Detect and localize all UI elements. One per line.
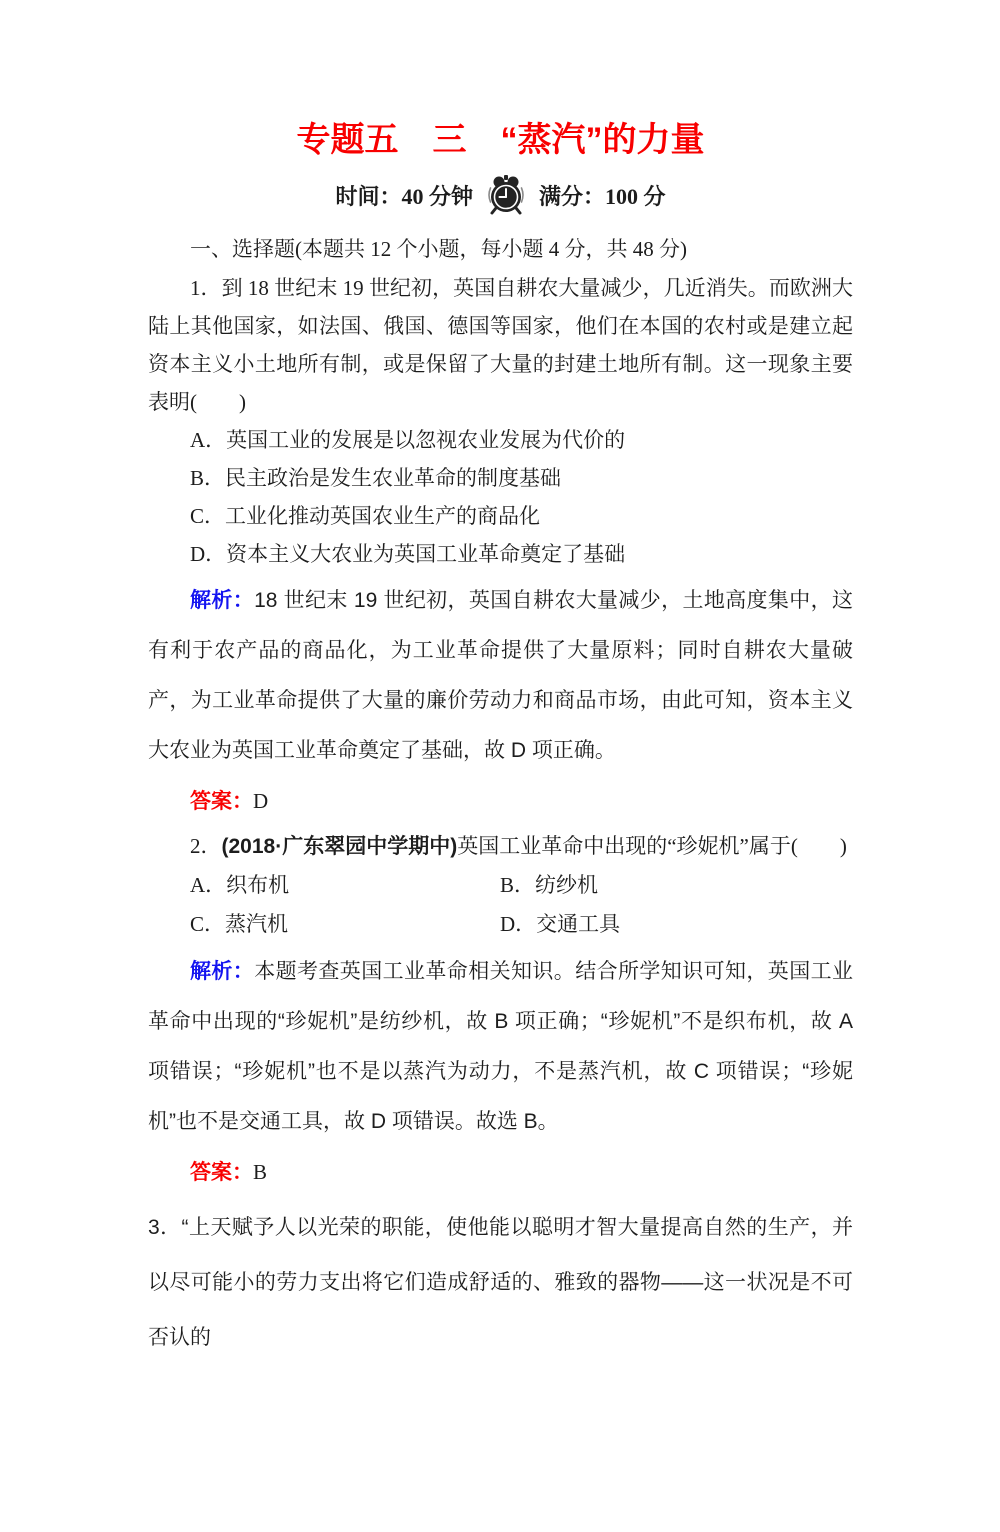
- question-2-option-d: D．交通工具: [500, 912, 621, 936]
- analysis-label: 解析：: [190, 589, 255, 612]
- question-2-source: (2018·广东翠园中学期中): [221, 835, 458, 858]
- question-2-analysis: [148, 947, 853, 1147]
- question-2-option-c: C．蒸汽机: [190, 912, 289, 936]
- answer-label: 答案：: [190, 790, 253, 813]
- meta-row: [148, 172, 853, 218]
- question-2-option-b: B．纺纱机: [500, 873, 599, 897]
- question-1-option-a: A．英国工业的发展是以忽视农业发展为代价的: [190, 428, 626, 452]
- question-1-answer: [148, 776, 853, 827]
- question-1-option-b: B．民主政治是发生农业革命的制度基础: [190, 466, 562, 490]
- question-2-number: 2．: [190, 834, 222, 858]
- question-2-answer: [148, 1147, 853, 1198]
- time-label: 时间：40 分钟: [335, 183, 473, 209]
- question-1-option-d: D．资本主义大农业为英国工业革命奠定了基础: [190, 542, 626, 566]
- worksheet-page: [0, 118, 1000, 1365]
- question-2-stem-text: 英国工业革命中出现的“珍妮机”属于( ): [457, 834, 847, 858]
- answer-value: B: [253, 1160, 268, 1184]
- section-heading: 一、选择题(本题共 12 个小题，每小题 4 分，共 48 分): [190, 237, 687, 261]
- question-2-option-a: A．织布机: [190, 873, 290, 897]
- alarm-clock-icon: [483, 172, 529, 218]
- question-2-stem: [148, 827, 853, 866]
- analysis-label: 解析：: [190, 960, 255, 983]
- analysis-text: 18 世纪末 19 世纪初，英国自耕农大量减少，土地高度集中，这有利于农产品的商品化，为工业革命提供了大量原料；同时自耕农大量破产，为工业革命提供了大量的廉价劳动力和商品市场，由此可知，资本主义大农业为英国工业革命奠定了基础，故 D 项正确。: [148, 589, 853, 762]
- question-1-analysis: [148, 576, 853, 776]
- page-title: 专题五 三 “蒸汽”的力量: [296, 121, 705, 159]
- answer-value: D: [253, 789, 269, 813]
- question-3-stem: 3．“上天赋予人以光荣的职能，使他能以聪明才智大量提高自然的生产，并以尽可能小的劳力支出将它们造成舒适的、雅致的器物——这一状况是不可否认的: [148, 1216, 853, 1349]
- score-label: 满分：100 分: [539, 183, 666, 209]
- question-2-options: [148, 866, 853, 944]
- question-1-stem: 1．到 18 世纪末 19 世纪初，英国自耕农大量减少，几近消失。而欧洲大陆上其他国家，如法国、俄国、德国等国家，他们在本国的农村或是建立起资本主义小土地所有制，或是保留了大量的封建土地所有制。这一现象主要表明( ): [148, 276, 853, 414]
- question-1-option-c: C．工业化推动英国农业生产的商品化: [190, 504, 541, 528]
- analysis-text: 本题考查英国工业革命相关知识。结合所学知识可知，英国工业革命中出现的“珍妮机”是纺纱机，故 B 项正确；“珍妮机”不是织布机，故 A 项错误；“珍妮机”也不是以蒸汽为动力，不是蒸汽机，故 C 项错误；“珍妮机”也不是交通工具，故 D 项错误。故选 B。: [148, 960, 854, 1133]
- answer-label: 答案：: [190, 1161, 253, 1184]
